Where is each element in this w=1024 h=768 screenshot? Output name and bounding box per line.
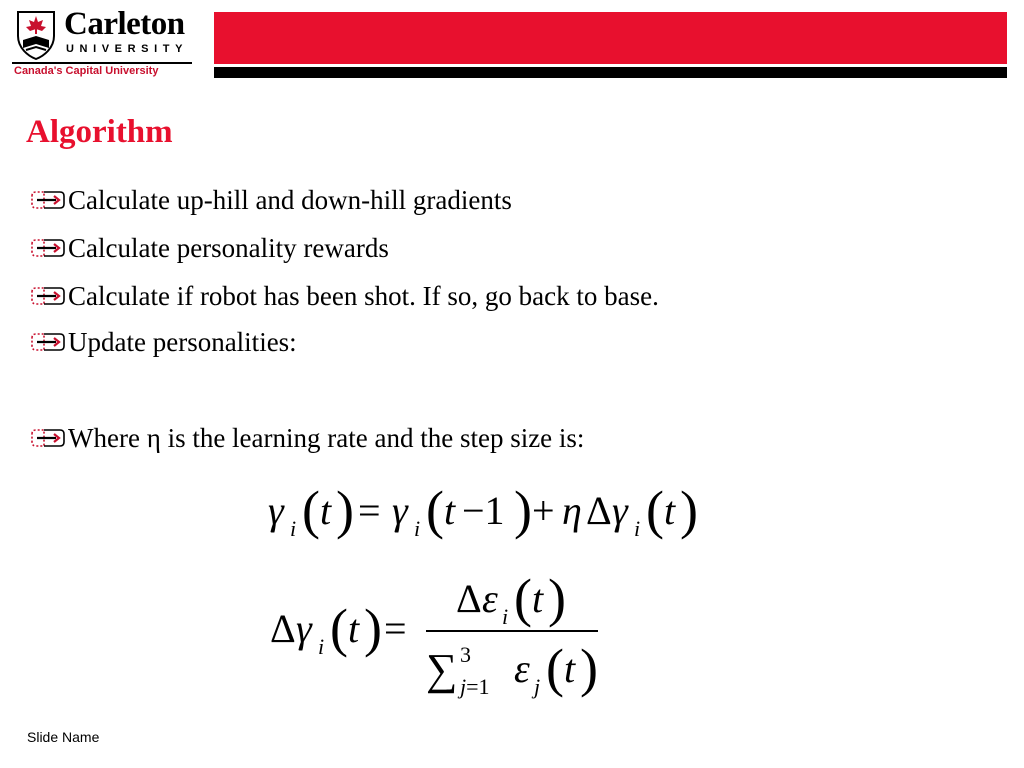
svg-text:3: 3 — [460, 642, 471, 667]
svg-text:): ) — [336, 484, 354, 540]
svg-text:Δ: Δ — [586, 488, 612, 533]
equation-update-rule-graphic — [268, 484, 708, 548]
bullet-item — [30, 278, 659, 314]
svg-text:Δ: Δ — [270, 606, 296, 651]
equation-step-size-graphic — [270, 572, 610, 702]
svg-text:(: ( — [302, 484, 320, 540]
bullet-item — [30, 230, 389, 266]
svg-text:): ) — [364, 598, 382, 658]
svg-text:γ: γ — [268, 488, 284, 533]
svg-text:): ) — [680, 484, 698, 540]
svg-text:i: i — [414, 516, 421, 541]
logo-divider — [12, 62, 192, 64]
svg-text:j: j — [534, 674, 541, 699]
brand-tagline: Canada's Capital University — [14, 65, 159, 77]
slide-title: Algorithm — [26, 114, 173, 150]
svg-text:i: i — [502, 604, 509, 629]
svg-text:(: ( — [330, 598, 348, 658]
carleton-logo — [10, 8, 200, 80]
svg-text:t: t — [564, 646, 576, 691]
svg-text:(: ( — [546, 638, 564, 698]
shield-icon — [16, 10, 56, 60]
svg-text:ε: ε — [514, 646, 530, 691]
brand-name: Carleton — [64, 6, 185, 42]
header-red-band — [214, 12, 1007, 64]
svg-text:∑: ∑ — [426, 645, 458, 694]
svg-text:): ) — [514, 484, 532, 540]
svg-text:Δ: Δ — [456, 576, 482, 621]
svg-text:γ: γ — [296, 606, 312, 651]
svg-text:+: + — [532, 488, 555, 533]
svg-text:(: ( — [514, 572, 532, 628]
svg-text:t: t — [532, 576, 544, 621]
svg-text:j=1: j=1 — [460, 674, 490, 699]
svg-text:i: i — [318, 634, 325, 659]
header-black-band — [214, 67, 1007, 78]
svg-text:i: i — [290, 516, 297, 541]
svg-text:(: ( — [646, 484, 664, 540]
svg-text:η: η — [562, 488, 582, 533]
svg-text:t: t — [348, 606, 360, 651]
bullet-text: Calculate up-hill and down-hill gradients — [68, 185, 512, 215]
bullet-arrow-icon — [30, 428, 66, 448]
svg-text:=: = — [358, 488, 381, 533]
bullet-item — [30, 324, 297, 360]
svg-text:): ) — [580, 638, 598, 698]
svg-text:γ: γ — [392, 488, 408, 533]
svg-text:ε: ε — [482, 576, 498, 621]
bullet-text: Calculate if robot has been shot. If so, go back to base. — [68, 281, 659, 311]
bullet-item — [30, 182, 512, 218]
svg-text:i: i — [634, 516, 641, 541]
slide-name-footer: Slide Name — [27, 729, 100, 745]
svg-text:t: t — [664, 488, 676, 533]
bullet-arrow-icon — [30, 238, 66, 258]
equation-update-rule — [268, 484, 708, 558]
svg-text:γ: γ — [612, 488, 628, 533]
brand-university: UNIVERSITY — [66, 43, 189, 55]
equation-step-size — [270, 572, 610, 712]
svg-text:(: ( — [426, 484, 444, 540]
bullet-text: Calculate personality rewards — [68, 233, 389, 263]
svg-text:t: t — [320, 488, 332, 533]
bullet-text: Where η is the learning rate and the step size is: — [68, 423, 585, 453]
svg-text:−1: −1 — [462, 488, 505, 533]
bullet-arrow-icon — [30, 286, 66, 306]
bullet-text: Update personalities: — [68, 327, 297, 357]
bullet-arrow-icon — [30, 190, 66, 210]
svg-text:=: = — [384, 606, 407, 651]
svg-text:): ) — [548, 572, 566, 628]
bullet-item — [30, 420, 584, 456]
svg-text:t: t — [444, 488, 456, 533]
bullet-arrow-icon — [30, 332, 66, 352]
